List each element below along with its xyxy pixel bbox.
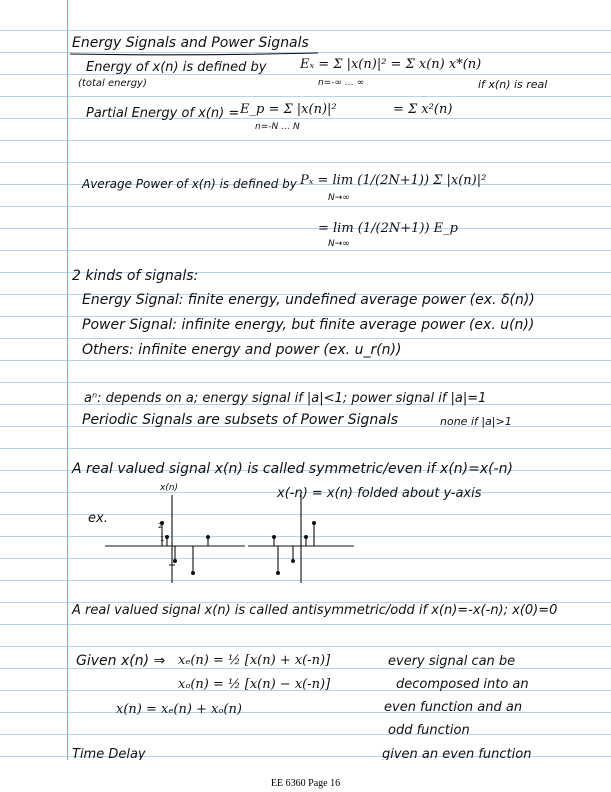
none-if-note: none if |a|>1 bbox=[440, 415, 512, 428]
decomposition-note-4: odd function bbox=[388, 723, 470, 738]
stem-plot-x-minus-n bbox=[248, 495, 358, 585]
energy-sum-limits: n=-∞ … ∞ bbox=[318, 78, 365, 88]
energy-signal-line: Energy Signal: finite energy, undefined average power (ex. δ(n)) bbox=[82, 292, 535, 308]
partial-sum-limits: n=-N … N bbox=[255, 122, 300, 132]
avg-power-definition: Average Power of x(n) is defined by bbox=[82, 177, 297, 191]
decomposition-note-2: decomposed into an bbox=[396, 677, 529, 692]
stem-plot-xn bbox=[105, 495, 250, 585]
page-footer: EE 6360 Page 16 bbox=[270, 778, 341, 789]
others-line: Others: infinite energy and power (ex. u_r(n)) bbox=[82, 342, 402, 358]
kinds-heading: 2 kinds of signals: bbox=[72, 268, 199, 284]
cut-off-line bbox=[0, 740, 611, 760]
energy-formula: Eₓ = Σ |x(n)|² = Σ x(n) x*(n) bbox=[300, 57, 482, 72]
svg-text:2: 2 bbox=[158, 522, 163, 530]
total-energy-note: (total energy) bbox=[78, 78, 147, 89]
decomposition-note-3: even function and an bbox=[384, 700, 523, 715]
partial-energy-definition: Partial Energy of x(n) = bbox=[86, 106, 240, 121]
avg-power-formula-2: = lim (1/(2N+1)) E_p bbox=[318, 221, 458, 236]
given-even-note: given an even function bbox=[382, 747, 532, 760]
odd-part-formula: xₒ(n) = ½ [x(n) − x(-n)] bbox=[178, 677, 331, 692]
given-label: Given x(n) ⇒ bbox=[76, 653, 166, 669]
sum-formula: x(n) = xₑ(n) + xₒ(n) bbox=[116, 702, 242, 717]
folded-note: x(-n) = x(n) folded about y-axis bbox=[277, 486, 482, 501]
periodic-line: Periodic Signals are subsets of Power Signals bbox=[82, 412, 399, 428]
xn-axis-label: x(n) bbox=[160, 483, 179, 493]
even-part-formula: xₑ(n) = ½ [x(n) + x(-n)] bbox=[178, 653, 331, 668]
page-title: Energy Signals and Power Signals bbox=[72, 35, 309, 51]
power-signal-line: Power Signal: infinite energy, but finite average power (ex. u(n)) bbox=[82, 317, 535, 333]
energy-definition: Energy of x(n) is defined by bbox=[86, 60, 267, 75]
avg-power-limit: N→∞ bbox=[328, 193, 350, 203]
decomposition-note-1: every signal can be bbox=[388, 654, 516, 669]
partial-energy-formula: E_p = Σ |x(n)|² bbox=[240, 102, 337, 117]
margin-line bbox=[67, 0, 68, 760]
example-label: ex. bbox=[88, 511, 108, 526]
time-delay-heading: Time Delay bbox=[72, 747, 146, 760]
svg-text:1: 1 bbox=[160, 535, 165, 543]
energy-real-formula: = Σ x²(n) bbox=[393, 102, 453, 117]
a-power-n-line: aⁿ: depends on a; energy signal if |a|<1; power signal if |a|=1 bbox=[84, 391, 487, 406]
antisymmetric-definition: A real valued signal x(n) is called antisymmetric/odd if x(n)=-x(-n); x(0)=0 bbox=[72, 603, 558, 618]
symmetric-definition: A real valued signal x(n) is called symmetric/even if x(n)=x(-n) bbox=[72, 461, 513, 477]
title-underline bbox=[70, 52, 320, 56]
avg-power-limit-2: N→∞ bbox=[328, 239, 350, 249]
avg-power-formula: Pₓ = lim (1/(2N+1)) Σ |x(n)|² bbox=[300, 173, 487, 188]
if-real-note: if x(n) is real bbox=[478, 78, 548, 91]
